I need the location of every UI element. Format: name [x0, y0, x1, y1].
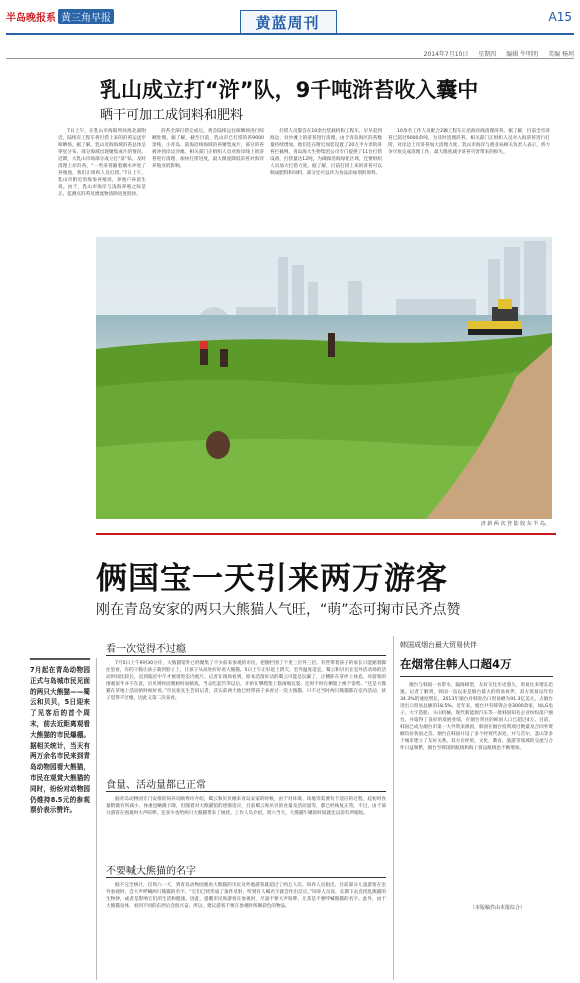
article2-section-3-text: 据不完全统计，仅周六一天，到青岛动物园观看大熊猫的市民及外地游客就超过了两万人次。饲养人员指出，目前部分儿童游客在室外参观时，会大声呼喊两只熊猫的名字。“它们已经形成了条件反射，听到有人喊名字就会作出反应。”饲养人员说，长期下去会扰乱熊猫的生物钟，或者是影响它们的生活和健康。因此，提醒市民和游客在参观时，尽量不要大声喧哗，尤其是不要呼喊熊猫的名字。此外，由于大熊猫身体，看到不同的东西后会很兴奋，所以，建议游客不要在参观时挥舞彩色的物品。 [106, 883, 386, 909]
designer-credit: 美编 杨珂 [548, 51, 574, 58]
article1-column-1: 7日上午，在乳山市海阳所环海北部附近，陆续有工程车将打捞上来的浒苔运送至晾晒场。据了解，乳山近海海域浒苔总体呈零星分布，部分海域出现聚集成片的情况。近期，大乳山市场部分成立打“浒”队，及时清理上岸浒苔。“一些浒苔随着潮水冲进了养殖池，我们正组织人员打捞。”7日上午，乳山市附近的海参养殖场，养殖户孙富生说。由于，乳山市海岸与浅海养殖之际是正，监测点浒苔及漂流物清除进度很快。 [58, 129, 146, 197]
article1-column-4: 10余名工作人员配合2辆工程车正沿海岸线清理浒苔。据了解，目前全市浒苔已超过9000余吨，为及时清理浒苔，相关部门正组织人员对入海浒苔进行打捞，对岸边上岸浒苔加大清理力度，乳山市海洋与渔业局相关负责人表示，将力争尽快完成清理工作，最大限度减少浒苔灾害带来的损失。 [388, 129, 550, 155]
beach-algae-illustration [96, 237, 552, 519]
masthead-rule [6, 33, 574, 35]
column-divider-right [393, 636, 394, 980]
article1-subheadline: 晒干可加工成饲料和肥料 [100, 108, 244, 123]
article1-column-3: 打捞人员都会在10余台装载机和工程车，早早赶到海边，对沙滩上的浒苔进行清理。由于青岛海区浒苔数量持续增加，他们还在附近加装设置了20万平方米的浒苔拦截网。青岛海大生物集团公司专门提供了11台打捞设备，打捞量达12吨，为确保沿海绿化区域，还要组织人员加大打捞力度。据了解，目前打捞上来的浒苔可以制成肥料和饲料，部分还可以作为食品添加剂的原料。 [270, 129, 382, 176]
article1-column-2: 浒苔全部打捞完成后，将会陆续运往晾晒场进行晾晒处理。据了解，截至目前，乳山市已打捞浒苔9000余吨。小青岛、前海沿线海域浒苔聚集成片，部分浒苔被冲到岸边沙滩。相关部门正组织人员对海岸线上的浒苔进行清理，加快打捞进度，最大限度降低浒苔对海洋养殖业的影响。 [152, 129, 264, 169]
brand-tag: 黄三角早报 [58, 9, 114, 24]
article2-headline: 俩国宝一天引来两万游客 [96, 561, 448, 597]
dateline-rule [6, 58, 574, 59]
page-number: A15 [548, 10, 572, 24]
editor-credit: 编辑 牛明明 [506, 51, 539, 58]
article3-rule [400, 676, 553, 677]
photo1-caption: 济 新 两 次 登 陆 胶 东 半 岛。 [480, 521, 550, 527]
article3-headline: 在烟常住韩人口超4万 [400, 657, 512, 671]
article3-label: 韩国成烟台最大贸易伙伴 [400, 641, 477, 649]
section-1-rule [106, 655, 386, 656]
article2-section-2-heading: 食量、活动量都已正常 [106, 780, 206, 791]
beach-algae-photo [96, 237, 552, 519]
article2-sidebar-text: 7月起在青岛动物园正式与岛城市民见面的两只大熊猫——蜀云和贝贝，5日迎来了见客后的首个周末，前去近距离观看大熊猫的市民爆棚。据相关统计，当天有两万余名市民来到青岛动物园看大熊猫，市民在观赏大熊猫的同时，纷纷对动物园仍维持8.5元的参观票价表示赞许。 [30, 666, 90, 815]
article2-section-2-text: 据青岛动物园专门安排的饲养员顾秀玲介绍，蜀云和贝贝刚来青岛安家的时候，由于对环境、场地等需要有个适应的过程，起初时食量稍微有所减小，体重也略微下降，但随着对大熊猫馆的逐渐适应，目前蜀云和贝贝的食量及活动量等，都已经恢复正常。不过，由于部分游客在围观时大声喧哗，还多少也给两只大熊猫带来了困扰。工作人员介绍，周六当天，大熊猫午睡的时间就比以前有所缩短。 [106, 797, 386, 816]
issue-date: 2014年7月10日 [423, 51, 469, 58]
newspaper-brand [6, 9, 114, 24]
article2-section-1-text: 7月5日上午9时30分许，大熊猫馆外已经聚集了不少前来参观的市民，把圈栏围了个里三层外三层。有些带着孩子的家长只能踮着脚往里看，有的干脆让孩子骑到脖子上，让孩子从高处好好看大熊猫。5日上午正好赶上阴天，室外温度适宜，蜀云和贝贝在室外活动场的活动时间比较长，直到临近中午才被请进室内展厅。记者在现场看到，原本活泼好动的蜀云可能是玩累了，正侧卧在草坪上休息，对游客的围观似乎并不在意，贝贝则时而爬树时而嬉戏，当众吃起竹笋以后，开始在攀爬架上悠闲地玩耍，还时不时在栖架上换个姿势。“还是大熊猫在草地上活动的时候好看。”市民张先生告诉记者，其实前两天他已经带孩子来看过一次大熊猫，只不过当时两只熊猫都在室内活动，孩子觉得不过瘾，因此又第二次来看。 [106, 661, 386, 701]
article3-footnote: （本版稿件由本报综合） [470, 905, 526, 911]
article1-headline: 乳山成立打“浒”队，9千吨浒苔收入囊中 [100, 78, 479, 102]
article2-subheadline: 刚在青岛安家的两只大熊猫人气旺，“萌”态可掬市民齐点赞 [96, 602, 461, 618]
issue-weekday: 星期四 [478, 51, 497, 58]
column-divider-left [96, 658, 97, 980]
article3-text: 烟台与韩国一衣带水，隔海相望，友好交往历史悠久，贸易往来增长迅速。记者了解到，韩国一直以来是烟台最大的贸易伙伴，双方贸易以年均34.3%的速度增长，2013年烟台对韩进出口贸易额为91.3亿美元，占烟台进出口贸易总额的18.5%。近年来，烟台共有韩资企业3000余家，如LG电子、大宇造船、斗山机械、现代新能源汽车等一批韩国知名企业纷纷落户烟台，并取得了良好的发展业绩，在烟台常住的韩国人口已超过4万。目前，韩国已成为烟台市第一大外资来源国，韩国在烟台投资项目数量及合同外资额均居各国之首。烟台在韩国开设了多个经贸代表处，并与首尔、釜山等多个城市建立了友好关系。双方在经贸、文化、教育、旅游等领域的交流与合作日益频繁，烟台至韩国的航线和海上客运航线也不断增加。 [400, 683, 553, 751]
article2-section-1-heading: 看一次觉得不过瘾 [106, 644, 186, 655]
section-3-rule [106, 877, 386, 878]
dateline [0, 49, 574, 58]
section-title: 黄蓝周刊 [255, 14, 320, 32]
article2-section-3-heading: 不要喊大熊猫的名字 [106, 866, 196, 877]
brand-name: 半岛晚报系 [6, 13, 56, 24]
article2-top-rule [96, 533, 556, 535]
section-2-rule [106, 791, 386, 792]
